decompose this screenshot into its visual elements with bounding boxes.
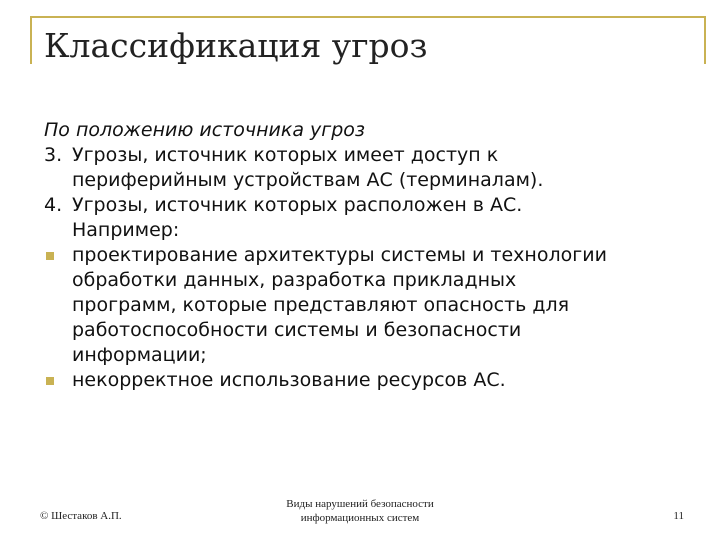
footer-author: © Шестаков А.П. [40,510,122,522]
square-bullet-icon [46,252,54,260]
bullet-line: работоспособности системы и безопасности [72,319,522,341]
item-line: периферийным устройствам АС (терминалам). [72,169,544,191]
numbered-item-4 [44,193,684,243]
numbered-item-3 [44,143,684,193]
bullet-line: информации; [72,344,207,366]
footer-topic [250,497,470,525]
bullet-line: некорректное использование ресурсов АС. [72,369,506,391]
footer-topic-line: информационных систем [300,512,420,524]
item-line: Например: [72,219,180,241]
item-number: 4. [44,194,63,216]
item-line: Угрозы, источник которых имеет доступ к [72,144,499,166]
bullet-line: обработки данных, разработка прикладных [72,269,517,291]
item-line: Угрозы, источник которых расположен в АС. [72,194,523,216]
slide-content [44,118,684,393]
slide-title: Классификация угроз [44,26,428,65]
square-bullet-icon [46,377,54,385]
bullet-line: программ, которые представляют опасность для [72,294,570,316]
bullet-line: проектирование архитектуры системы и технологии [72,244,607,266]
footer-page-number: 11 [673,510,684,522]
frame-top-border [30,16,706,18]
bullet-item-misuse [44,368,684,393]
bullet-item-design [44,243,684,368]
item-number: 3. [44,144,63,166]
slide-subtitle: По положению источника угроз [44,119,366,141]
frame-left-border [30,16,32,64]
footer-topic-line: Виды нарушений безопасности [286,498,434,510]
frame-right-border [704,16,706,64]
